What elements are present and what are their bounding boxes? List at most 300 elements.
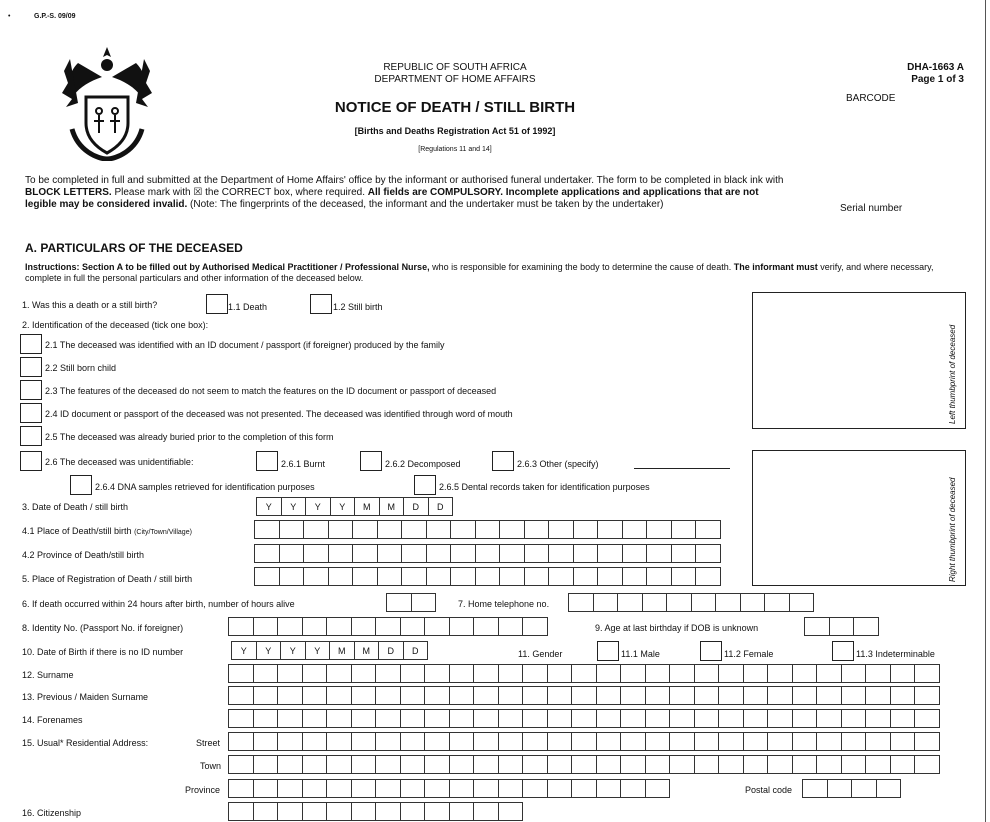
input-cell[interactable] [424, 802, 450, 821]
input-cell[interactable] [253, 617, 279, 636]
input-cell[interactable] [277, 686, 303, 705]
date-cell[interactable]: Y [281, 497, 307, 516]
q2-6-2-checkbox[interactable] [360, 451, 382, 471]
input-cell[interactable] [914, 686, 940, 705]
input-cell[interactable] [303, 567, 329, 586]
input-cell[interactable] [375, 732, 401, 751]
input-cell[interactable] [890, 755, 916, 774]
input-cell[interactable] [695, 567, 721, 586]
input-cell[interactable] [671, 567, 697, 586]
input-cell[interactable] [524, 567, 550, 586]
input-cell[interactable] [841, 755, 867, 774]
input-cell[interactable] [228, 732, 254, 751]
input-cell[interactable] [326, 779, 352, 798]
input-cell[interactable] [695, 520, 721, 539]
place-of-registration-cells[interactable] [254, 567, 720, 586]
input-cell[interactable] [253, 664, 279, 683]
input-cell[interactable] [568, 593, 594, 612]
input-cell[interactable] [671, 520, 697, 539]
input-cell[interactable] [400, 709, 426, 728]
input-cell[interactable] [277, 617, 303, 636]
input-cell[interactable] [424, 686, 450, 705]
input-cell[interactable] [450, 544, 476, 563]
input-cell[interactable] [573, 544, 599, 563]
input-cell[interactable] [426, 544, 452, 563]
input-cell[interactable] [279, 544, 305, 563]
dob-cell[interactable]: Y [305, 641, 331, 660]
input-cell[interactable] [449, 732, 475, 751]
input-cell[interactable] [669, 664, 695, 683]
input-cell[interactable] [829, 617, 855, 636]
input-cell[interactable] [694, 664, 720, 683]
input-cell[interactable] [499, 567, 525, 586]
input-cell[interactable] [426, 567, 452, 586]
input-cell[interactable] [715, 593, 741, 612]
input-cell[interactable] [851, 779, 877, 798]
citizenship-cells[interactable] [228, 802, 522, 821]
input-cell[interactable] [351, 686, 377, 705]
gender-indeterminable-checkbox[interactable] [832, 641, 854, 661]
input-cell[interactable] [841, 732, 867, 751]
input-cell[interactable] [597, 567, 623, 586]
input-cell[interactable] [326, 709, 352, 728]
input-cell[interactable] [571, 664, 597, 683]
forenames-cells[interactable] [228, 709, 939, 728]
input-cell[interactable] [865, 709, 891, 728]
input-cell[interactable] [865, 686, 891, 705]
input-cell[interactable] [326, 686, 352, 705]
input-cell[interactable] [645, 709, 671, 728]
input-cell[interactable] [718, 664, 744, 683]
input-cell[interactable] [277, 732, 303, 751]
q1-stillbirth-checkbox[interactable] [310, 294, 332, 314]
input-cell[interactable] [277, 802, 303, 821]
input-cell[interactable] [620, 732, 646, 751]
input-cell[interactable] [597, 544, 623, 563]
input-cell[interactable] [522, 755, 548, 774]
date-cell[interactable]: D [403, 497, 429, 516]
input-cell[interactable] [548, 520, 574, 539]
input-cell[interactable] [691, 593, 717, 612]
input-cell[interactable] [253, 686, 279, 705]
input-cell[interactable] [328, 544, 354, 563]
input-cell[interactable] [620, 686, 646, 705]
input-cell[interactable] [718, 755, 744, 774]
input-cell[interactable] [351, 779, 377, 798]
input-cell[interactable] [547, 709, 573, 728]
input-cell[interactable] [596, 709, 622, 728]
input-cell[interactable] [449, 779, 475, 798]
input-cell[interactable] [351, 664, 377, 683]
input-cell[interactable] [400, 779, 426, 798]
input-cell[interactable] [841, 664, 867, 683]
input-cell[interactable] [695, 544, 721, 563]
input-cell[interactable] [473, 664, 499, 683]
input-cell[interactable] [694, 755, 720, 774]
input-cell[interactable] [522, 664, 548, 683]
input-cell[interactable] [498, 755, 524, 774]
input-cell[interactable] [743, 732, 769, 751]
input-cell[interactable] [400, 755, 426, 774]
input-cell[interactable] [816, 755, 842, 774]
input-cell[interactable] [411, 593, 437, 612]
input-cell[interactable] [792, 664, 818, 683]
input-cell[interactable] [620, 779, 646, 798]
left-thumbprint-box[interactable] [752, 292, 966, 429]
input-cell[interactable] [303, 544, 329, 563]
q2-5-checkbox[interactable] [20, 426, 42, 446]
input-cell[interactable] [302, 755, 328, 774]
input-cell[interactable] [694, 709, 720, 728]
input-cell[interactable] [646, 567, 672, 586]
input-cell[interactable] [279, 520, 305, 539]
input-cell[interactable] [277, 664, 303, 683]
input-cell[interactable] [792, 732, 818, 751]
input-cell[interactable] [914, 664, 940, 683]
input-cell[interactable] [424, 709, 450, 728]
q2-3-checkbox[interactable] [20, 380, 42, 400]
input-cell[interactable] [302, 664, 328, 683]
input-cell[interactable] [228, 755, 254, 774]
input-cell[interactable] [400, 802, 426, 821]
input-cell[interactable] [473, 709, 499, 728]
input-cell[interactable] [279, 567, 305, 586]
input-cell[interactable] [571, 755, 597, 774]
input-cell[interactable] [802, 779, 828, 798]
dob-cell[interactable]: Y [231, 641, 257, 660]
input-cell[interactable] [352, 520, 378, 539]
input-cell[interactable] [522, 779, 548, 798]
gender-male-checkbox[interactable] [597, 641, 619, 661]
input-cell[interactable] [228, 779, 254, 798]
input-cell[interactable] [669, 686, 695, 705]
input-cell[interactable] [475, 544, 501, 563]
input-cell[interactable] [548, 544, 574, 563]
date-of-death-cells[interactable] [256, 497, 452, 516]
input-cell[interactable] [473, 802, 499, 821]
input-cell[interactable] [424, 617, 450, 636]
input-cell[interactable] [622, 520, 648, 539]
dob-cell[interactable]: D [378, 641, 404, 660]
input-cell[interactable] [914, 755, 940, 774]
input-cell[interactable] [743, 686, 769, 705]
street-cells[interactable] [228, 732, 939, 751]
input-cell[interactable] [228, 686, 254, 705]
input-cell[interactable] [475, 520, 501, 539]
input-cell[interactable] [253, 755, 279, 774]
input-cell[interactable] [302, 709, 328, 728]
input-cell[interactable] [743, 664, 769, 683]
identity-number-cells[interactable] [228, 617, 547, 636]
input-cell[interactable] [740, 593, 766, 612]
input-cell[interactable] [645, 664, 671, 683]
input-cell[interactable] [351, 709, 377, 728]
input-cell[interactable] [596, 755, 622, 774]
input-cell[interactable] [303, 520, 329, 539]
home-telephone-cells[interactable] [568, 593, 813, 612]
input-cell[interactable] [473, 732, 499, 751]
input-cell[interactable] [375, 755, 401, 774]
input-cell[interactable] [671, 544, 697, 563]
input-cell[interactable] [228, 709, 254, 728]
date-cell[interactable]: M [354, 497, 380, 516]
input-cell[interactable] [596, 686, 622, 705]
input-cell[interactable] [718, 686, 744, 705]
input-cell[interactable] [524, 520, 550, 539]
input-cell[interactable] [743, 709, 769, 728]
input-cell[interactable] [620, 755, 646, 774]
input-cell[interactable] [853, 617, 879, 636]
input-cell[interactable] [547, 664, 573, 683]
dob-cell[interactable]: Y [280, 641, 306, 660]
input-cell[interactable] [449, 709, 475, 728]
input-cell[interactable] [401, 567, 427, 586]
input-cell[interactable] [571, 732, 597, 751]
input-cell[interactable] [816, 732, 842, 751]
q2-6-1-checkbox[interactable] [256, 451, 278, 471]
input-cell[interactable] [620, 709, 646, 728]
date-cell[interactable]: M [379, 497, 405, 516]
input-cell[interactable] [424, 755, 450, 774]
input-cell[interactable] [351, 802, 377, 821]
surname-cells[interactable] [228, 664, 939, 683]
input-cell[interactable] [694, 686, 720, 705]
input-cell[interactable] [646, 544, 672, 563]
input-cell[interactable] [767, 732, 793, 751]
input-cell[interactable] [522, 709, 548, 728]
input-cell[interactable] [571, 686, 597, 705]
input-cell[interactable] [645, 779, 671, 798]
input-cell[interactable] [426, 520, 452, 539]
input-cell[interactable] [596, 732, 622, 751]
input-cell[interactable] [328, 567, 354, 586]
province-of-death-cells[interactable] [254, 544, 720, 563]
input-cell[interactable] [792, 755, 818, 774]
input-cell[interactable] [571, 709, 597, 728]
input-cell[interactable] [254, 520, 280, 539]
input-cell[interactable] [326, 664, 352, 683]
q2-1-checkbox[interactable] [20, 334, 42, 354]
input-cell[interactable] [400, 686, 426, 705]
input-cell[interactable] [498, 686, 524, 705]
input-cell[interactable] [375, 664, 401, 683]
input-cell[interactable] [666, 593, 692, 612]
input-cell[interactable] [499, 544, 525, 563]
town-cells[interactable] [228, 755, 939, 774]
input-cell[interactable] [277, 755, 303, 774]
input-cell[interactable] [593, 593, 619, 612]
input-cell[interactable] [326, 617, 352, 636]
input-cell[interactable] [377, 567, 403, 586]
input-cell[interactable] [767, 686, 793, 705]
input-cell[interactable] [375, 709, 401, 728]
input-cell[interactable] [522, 732, 548, 751]
input-cell[interactable] [499, 520, 525, 539]
maiden-surname-cells[interactable] [228, 686, 939, 705]
input-cell[interactable] [277, 709, 303, 728]
input-cell[interactable] [743, 755, 769, 774]
input-cell[interactable] [498, 779, 524, 798]
input-cell[interactable] [351, 732, 377, 751]
input-cell[interactable] [475, 567, 501, 586]
input-cell[interactable] [642, 593, 668, 612]
place-of-death-cells[interactable] [254, 520, 720, 539]
input-cell[interactable] [816, 709, 842, 728]
input-cell[interactable] [498, 617, 524, 636]
q2-6-checkbox[interactable] [20, 451, 42, 471]
input-cell[interactable] [792, 686, 818, 705]
input-cell[interactable] [473, 617, 499, 636]
input-cell[interactable] [890, 664, 916, 683]
input-cell[interactable] [865, 755, 891, 774]
input-cell[interactable] [816, 664, 842, 683]
input-cell[interactable] [524, 544, 550, 563]
input-cell[interactable] [571, 779, 597, 798]
input-cell[interactable] [547, 686, 573, 705]
q2-6-3-specify-line[interactable] [634, 468, 730, 469]
right-thumbprint-box[interactable] [752, 450, 966, 586]
input-cell[interactable] [254, 567, 280, 586]
input-cell[interactable] [547, 732, 573, 751]
input-cell[interactable] [645, 755, 671, 774]
input-cell[interactable] [876, 779, 902, 798]
q2-2-checkbox[interactable] [20, 357, 42, 377]
input-cell[interactable] [254, 544, 280, 563]
input-cell[interactable] [424, 664, 450, 683]
dob-cell[interactable]: M [329, 641, 355, 660]
input-cell[interactable] [375, 617, 401, 636]
postal-code-cells[interactable] [802, 779, 900, 798]
input-cell[interactable] [827, 779, 853, 798]
q2-6-3-checkbox[interactable] [492, 451, 514, 471]
input-cell[interactable] [890, 709, 916, 728]
input-cell[interactable] [424, 779, 450, 798]
input-cell[interactable] [646, 520, 672, 539]
input-cell[interactable] [596, 664, 622, 683]
input-cell[interactable] [865, 732, 891, 751]
input-cell[interactable] [767, 664, 793, 683]
input-cell[interactable] [253, 732, 279, 751]
input-cell[interactable] [352, 567, 378, 586]
input-cell[interactable] [375, 779, 401, 798]
input-cell[interactable] [841, 709, 867, 728]
input-cell[interactable] [375, 802, 401, 821]
dob-cell[interactable]: M [354, 641, 380, 660]
input-cell[interactable] [400, 664, 426, 683]
input-cell[interactable] [277, 779, 303, 798]
input-cell[interactable] [450, 567, 476, 586]
input-cell[interactable] [253, 779, 279, 798]
input-cell[interactable] [400, 617, 426, 636]
input-cell[interactable] [669, 709, 695, 728]
input-cell[interactable] [890, 686, 916, 705]
input-cell[interactable] [767, 709, 793, 728]
input-cell[interactable] [386, 593, 412, 612]
input-cell[interactable] [253, 709, 279, 728]
input-cell[interactable] [620, 664, 646, 683]
input-cell[interactable] [547, 779, 573, 798]
q2-4-checkbox[interactable] [20, 403, 42, 423]
input-cell[interactable] [326, 732, 352, 751]
input-cell[interactable] [573, 520, 599, 539]
input-cell[interactable] [473, 755, 499, 774]
input-cell[interactable] [352, 544, 378, 563]
input-cell[interactable] [804, 617, 830, 636]
input-cell[interactable] [498, 802, 524, 821]
input-cell[interactable] [449, 755, 475, 774]
input-cell[interactable] [473, 686, 499, 705]
input-cell[interactable] [764, 593, 790, 612]
input-cell[interactable] [718, 732, 744, 751]
hours-alive-cells[interactable] [386, 593, 435, 612]
input-cell[interactable] [669, 755, 695, 774]
input-cell[interactable] [890, 732, 916, 751]
input-cell[interactable] [351, 755, 377, 774]
input-cell[interactable] [617, 593, 643, 612]
input-cell[interactable] [789, 593, 815, 612]
input-cell[interactable] [228, 617, 254, 636]
input-cell[interactable] [450, 520, 476, 539]
input-cell[interactable] [377, 520, 403, 539]
input-cell[interactable] [547, 755, 573, 774]
input-cell[interactable] [302, 779, 328, 798]
input-cell[interactable] [865, 664, 891, 683]
date-cell[interactable]: Y [256, 497, 282, 516]
input-cell[interactable] [522, 686, 548, 705]
input-cell[interactable] [400, 732, 426, 751]
input-cell[interactable] [302, 617, 328, 636]
input-cell[interactable] [573, 567, 599, 586]
input-cell[interactable] [669, 732, 695, 751]
date-cell[interactable]: Y [330, 497, 356, 516]
date-cell[interactable]: Y [305, 497, 331, 516]
input-cell[interactable] [622, 544, 648, 563]
input-cell[interactable] [522, 617, 548, 636]
input-cell[interactable] [645, 732, 671, 751]
q2-6-5-checkbox[interactable] [414, 475, 436, 495]
input-cell[interactable] [228, 664, 254, 683]
input-cell[interactable] [596, 779, 622, 798]
input-cell[interactable] [302, 686, 328, 705]
input-cell[interactable] [449, 802, 475, 821]
input-cell[interactable] [473, 779, 499, 798]
input-cell[interactable] [328, 520, 354, 539]
dob-cell[interactable]: D [403, 641, 429, 660]
input-cell[interactable] [302, 802, 328, 821]
input-cell[interactable] [645, 686, 671, 705]
input-cell[interactable] [253, 802, 279, 821]
input-cell[interactable] [622, 567, 648, 586]
input-cell[interactable] [401, 544, 427, 563]
age-cells[interactable] [804, 617, 878, 636]
input-cell[interactable] [401, 520, 427, 539]
input-cell[interactable] [375, 686, 401, 705]
input-cell[interactable] [449, 686, 475, 705]
date-of-birth-cells[interactable] [231, 641, 427, 660]
dob-cell[interactable]: Y [256, 641, 282, 660]
input-cell[interactable] [597, 520, 623, 539]
input-cell[interactable] [718, 709, 744, 728]
input-cell[interactable] [302, 732, 328, 751]
input-cell[interactable] [351, 617, 377, 636]
input-cell[interactable] [914, 732, 940, 751]
q1-death-checkbox[interactable] [206, 294, 228, 314]
input-cell[interactable] [792, 709, 818, 728]
input-cell[interactable] [914, 709, 940, 728]
q2-6-4-checkbox[interactable] [70, 475, 92, 495]
input-cell[interactable] [326, 755, 352, 774]
date-cell[interactable]: D [428, 497, 454, 516]
